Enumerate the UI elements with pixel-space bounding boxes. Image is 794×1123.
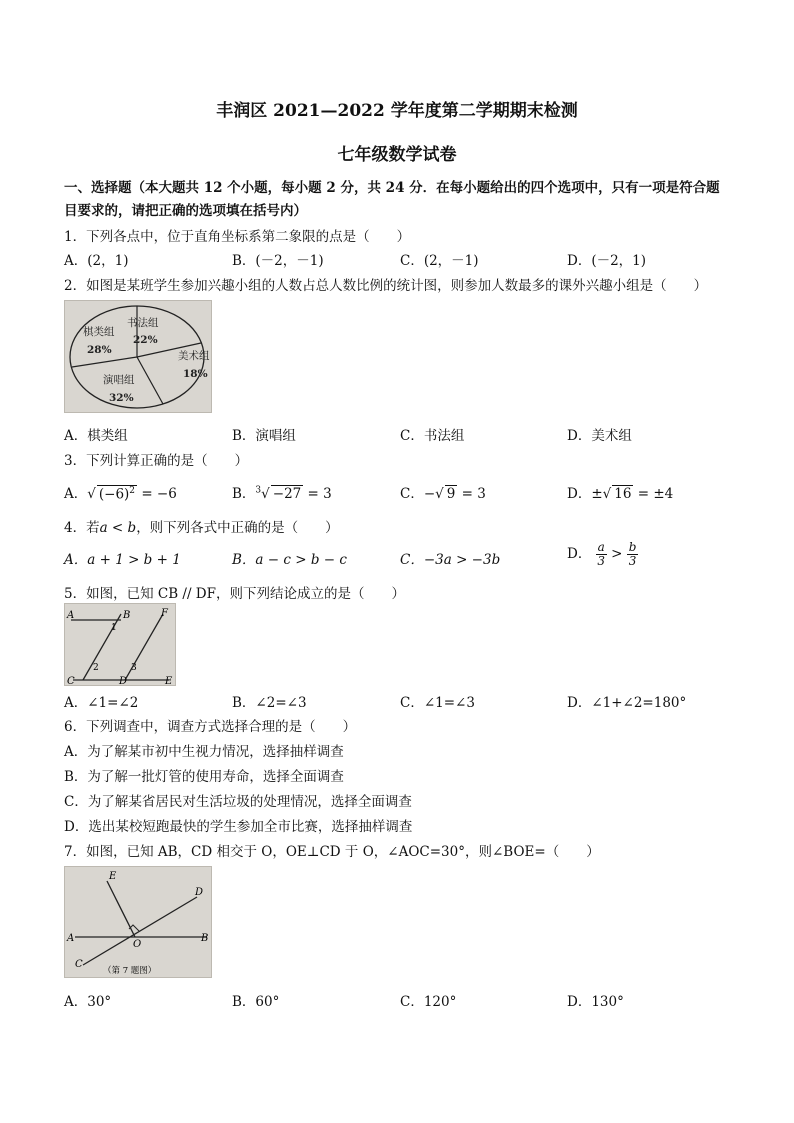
q5-option-d: D．∠1+∠2=180°: [567, 695, 687, 711]
q1-option-c: C．(2，－1): [400, 253, 479, 269]
q6-stem: 6．下列调查中，调查方式选择合理的是（ ）: [64, 719, 357, 735]
exam-title: 丰润区 2021—2022 学年度第二学期期末检测: [216, 101, 578, 121]
section-heading-line2: 目要求的，请把正确的选项填在括号内）: [64, 203, 307, 219]
q6-option-b: B．为了解一批灯管的使用寿命，选择全面调查: [64, 769, 344, 785]
q5-figure: [64, 603, 176, 686]
label-C: C: [67, 676, 75, 685]
right-angle-mark: [129, 925, 139, 931]
q7-option-c: C．120°: [400, 994, 457, 1010]
pie-label-art: 美术组: [178, 350, 210, 362]
q4-stem: 4．若a < b，则下列各式中正确的是（ ）: [64, 520, 339, 536]
pie-pct-singing: 32%: [109, 392, 134, 404]
q3-a-prefix: A．: [64, 486, 88, 502]
q2-option-d: D．美术组: [567, 428, 632, 444]
q3-c-radicand: 9: [446, 486, 456, 502]
label-C: C: [75, 959, 83, 970]
q5-option-b: B．∠2=∠3: [232, 695, 307, 711]
sqrt-symbol: √: [87, 486, 96, 502]
exam-subtitle: 七年级数学试卷: [337, 145, 457, 165]
q3-option-b: B．$^3$√ −27 = 3: [232, 485, 332, 502]
q5-option-a: A．∠1=∠2: [64, 695, 139, 711]
label-B: B: [201, 933, 209, 944]
q3-b-index: 3: [255, 485, 262, 496]
label-E: E: [165, 676, 173, 685]
q4-d-frac-b: $\frac{b}{3}$: [628, 540, 637, 568]
q2-option-b: B．演唱组: [232, 428, 296, 444]
q3-option-a: [64, 482, 177, 502]
q3-d-radicand: 16: [614, 486, 632, 502]
pie-label-singing: 演唱组: [103, 374, 135, 386]
q3-a-radicand: $(-6)^2$: [98, 485, 136, 502]
pie-pct-chess: 28%: [87, 344, 112, 356]
label-F: F: [161, 608, 168, 619]
q5-stem: 5．如图，已知 CB // DF，则下列结论成立的是（ ）: [64, 586, 405, 602]
q7-option-d: D．130°: [567, 994, 624, 1010]
ray-OE: [107, 881, 135, 937]
q7-option-b: B．60°: [232, 994, 280, 1010]
pie-pct-art: 18%: [183, 368, 208, 380]
line-CD: [83, 897, 197, 965]
label-E: E: [109, 871, 117, 882]
q2-pie-figure: [64, 300, 212, 413]
q4-option-a: A．a + 1 > b + 1: [64, 552, 181, 568]
q5-option-c: C．∠1=∠3: [400, 695, 475, 711]
q1-stem: 1．下列各点中，位于直角坐标系第二象限的点是（ ）: [64, 229, 411, 245]
sqrt-symbol: √: [261, 486, 270, 502]
q2-option-c: C．书法组: [400, 428, 465, 444]
sqrt-symbol: √: [602, 486, 612, 502]
label-angle-1: 1: [111, 623, 117, 633]
q3-option-d: D．±√ 16 = ±4: [567, 486, 674, 502]
label-angle-2: 2: [93, 663, 99, 673]
pie-chart: [65, 301, 211, 412]
q2-stem: 2．如图是某班学生参加兴趣小组的人数占总人数比例的统计图，则参加人数最多的课外兴趣小组是（ ）: [64, 278, 708, 294]
q3-b-radicand: −27: [272, 486, 302, 502]
q7-option-a: A．30°: [64, 994, 112, 1010]
q2-option-a: A．棋类组: [64, 428, 128, 444]
pie-divider-left: [72, 357, 137, 367]
q1-option-d: D．(－2，1): [567, 253, 647, 269]
label-A: A: [67, 933, 75, 944]
pie-pct-calligraphy: 22%: [133, 334, 158, 346]
pie-label-chess: 棋类组: [83, 326, 115, 338]
q4-option-d: D． $\frac{a}{3}$ > $\frac{b}{3}$: [567, 540, 637, 568]
q1-option-b: B．(－2，－1): [232, 253, 324, 269]
q6-option-c: C．为了解某省居民对生活垃圾的处理情况，选择全面调查: [64, 794, 412, 810]
q7-figure: [64, 866, 212, 978]
label-angle-3: 3: [131, 663, 137, 673]
q4-option-b: B．a − c > b − c: [232, 552, 347, 568]
q4-option-c: C．−3a > −3b: [400, 552, 501, 568]
q3-a-rhs: = −6: [137, 486, 177, 502]
label-D: D: [195, 887, 204, 898]
q4-d-frac-a: $\frac{a}{3}$: [597, 540, 606, 568]
section-heading-line1: 一、选择题（本大题共 12 个小题，每小题 2 分，共 24 分．在每小题给出的四个选项中，只有一项是符合题: [64, 180, 720, 196]
label-O: O: [133, 939, 142, 950]
q6-option-d: D．选出某校短跑最快的学生参加全市比赛，选择抽样调查: [64, 819, 413, 835]
pie-label-calligraphy: 书法组: [127, 317, 159, 329]
label-D: D: [119, 676, 128, 685]
q1-option-a: A．(2，1): [64, 253, 129, 269]
intersecting-lines-diagram: [65, 867, 211, 977]
label-A: A: [67, 610, 75, 621]
pie-divider-bottom: [137, 357, 163, 404]
q6-option-a: A．为了解某市初中生视力情况，选择抽样调查: [64, 744, 344, 760]
q3-stem: 3．下列计算正确的是（ ）: [64, 453, 249, 469]
q7-stem: 7．如图，已知 AB，CD 相交于 O，OE⊥CD 于 O，∠AOC=30°，则∠BOE=（ ）: [64, 844, 600, 860]
parallel-lines-diagram: [65, 604, 175, 685]
q3-option-c: C．−√ 9 = 3: [400, 486, 486, 502]
label-B: B: [123, 610, 131, 621]
figure-caption: （第 7 题图）: [103, 966, 157, 976]
sqrt-symbol: √: [435, 486, 444, 502]
